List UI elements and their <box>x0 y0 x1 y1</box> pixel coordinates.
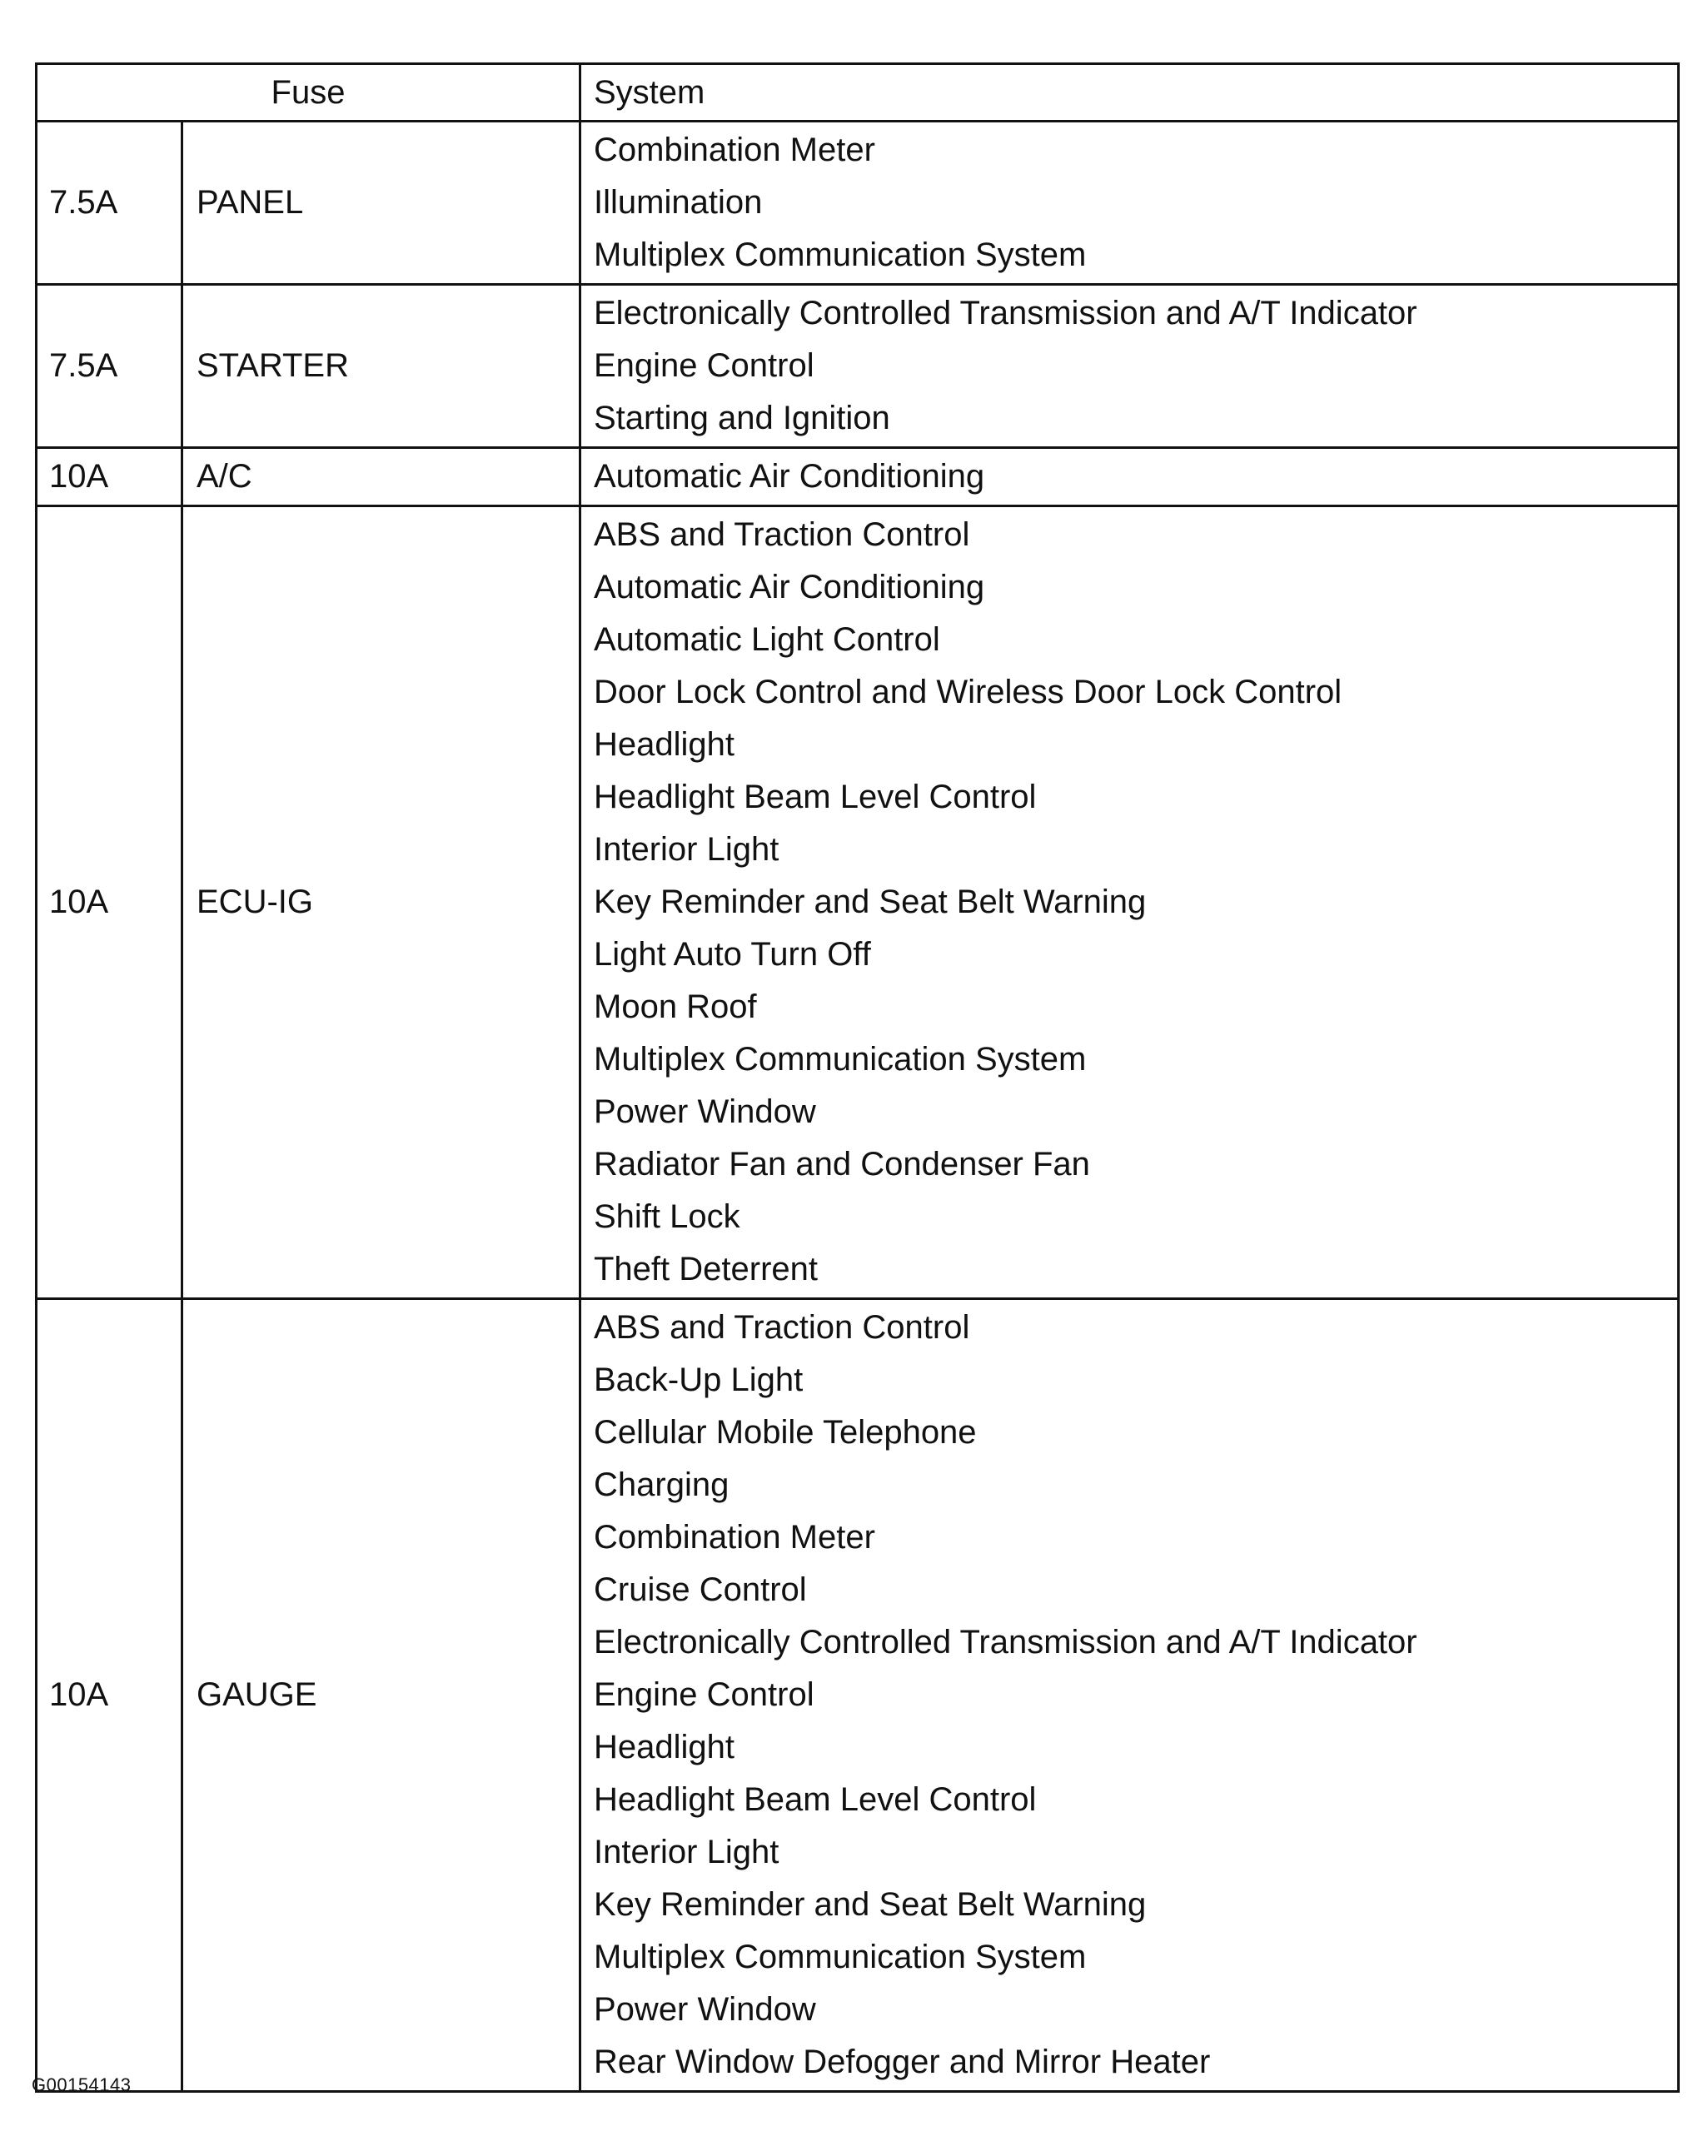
system-item: Automatic Air Conditioning <box>594 458 985 495</box>
system-item: Interior Light <box>594 1834 779 1870</box>
system-item: Radiator Fan and Condenser Fan <box>594 1146 1090 1183</box>
fuse-name-cell: ECU-IG <box>182 506 580 1299</box>
fuse-system-table <box>35 62 1680 2093</box>
system-item: Engine Control <box>594 1676 814 1713</box>
system-item: Automatic Air Conditioning <box>594 569 985 605</box>
table-header-row <box>37 64 1679 122</box>
system-list-cell <box>580 448 1679 506</box>
system-item: Electronically Controlled Transmission and A/T Indicator <box>594 1624 1417 1661</box>
system-item: Interior Light <box>594 831 779 868</box>
system-item: Cellular Mobile Telephone <box>594 1414 977 1451</box>
system-list-cell <box>580 122 1679 285</box>
system-item: Power Window <box>594 1991 816 2028</box>
fuse-rating-cell: 10A <box>37 448 182 506</box>
table-row <box>37 122 1679 285</box>
table-row <box>37 1299 1679 2092</box>
system-item: Illumination <box>594 184 763 221</box>
figure-id-label: G00154143 <box>32 2074 132 2095</box>
system-item: Combination Meter <box>594 1519 875 1556</box>
system-item: Key Reminder and Seat Belt Warning <box>594 884 1147 920</box>
fuse-column-header: Fuse <box>37 64 580 122</box>
table-body <box>37 122 1679 2092</box>
system-item: Headlight <box>594 1729 735 1765</box>
system-item: Rear Window Defogger and Mirror Heater <box>594 2044 1211 2080</box>
system-item: Shift Lock <box>594 1198 740 1235</box>
table-row <box>37 448 1679 506</box>
system-item: Moon Roof <box>594 988 757 1025</box>
system-item: ABS and Traction Control <box>594 516 970 553</box>
system-list-cell <box>580 285 1679 448</box>
fuse-name-cell: PANEL <box>182 122 580 285</box>
system-item: ABS and Traction Control <box>594 1309 970 1346</box>
system-item: Light Auto Turn Off <box>594 936 871 973</box>
fuse-rating-cell: 7.5A <box>37 285 182 448</box>
system-item: Multiplex Communication System <box>594 1041 1087 1078</box>
system-item: Key Reminder and Seat Belt Warning <box>594 1886 1147 1923</box>
system-item: Charging <box>594 1466 730 1503</box>
fuse-rating-cell: 10A <box>37 1299 182 2092</box>
system-item: Automatic Light Control <box>594 621 940 658</box>
fuse-rating-cell: 7.5A <box>37 122 182 285</box>
system-item: Combination Meter <box>594 132 875 168</box>
system-item: Multiplex Communication System <box>594 1939 1087 1975</box>
system-item: Electronically Controlled Transmission and A/T Indicator <box>594 295 1417 331</box>
system-item: Cruise Control <box>594 1571 807 1608</box>
system-item: Headlight <box>594 726 735 763</box>
fuse-name-cell: GAUGE <box>182 1299 580 2092</box>
system-item: Power Window <box>594 1093 816 1130</box>
system-item: Headlight Beam Level Control <box>594 779 1037 815</box>
fuse-name-cell: A/C <box>182 448 580 506</box>
table-row <box>37 506 1679 1299</box>
system-item: Door Lock Control and Wireless Door Lock Control <box>594 674 1342 710</box>
system-column-header: System <box>580 64 1679 122</box>
system-item: Multiplex Communication System <box>594 237 1087 273</box>
system-item: Engine Control <box>594 347 814 384</box>
table-row <box>37 285 1679 448</box>
system-item: Starting and Ignition <box>594 400 890 436</box>
system-list-cell <box>580 1299 1679 2092</box>
system-item: Headlight Beam Level Control <box>594 1781 1037 1818</box>
system-list-cell <box>580 506 1679 1299</box>
system-item: Theft Deterrent <box>594 1251 819 1287</box>
fuse-name-cell: STARTER <box>182 285 580 448</box>
fuse-rating-cell: 10A <box>37 506 182 1299</box>
system-item: Back-Up Light <box>594 1362 804 1398</box>
